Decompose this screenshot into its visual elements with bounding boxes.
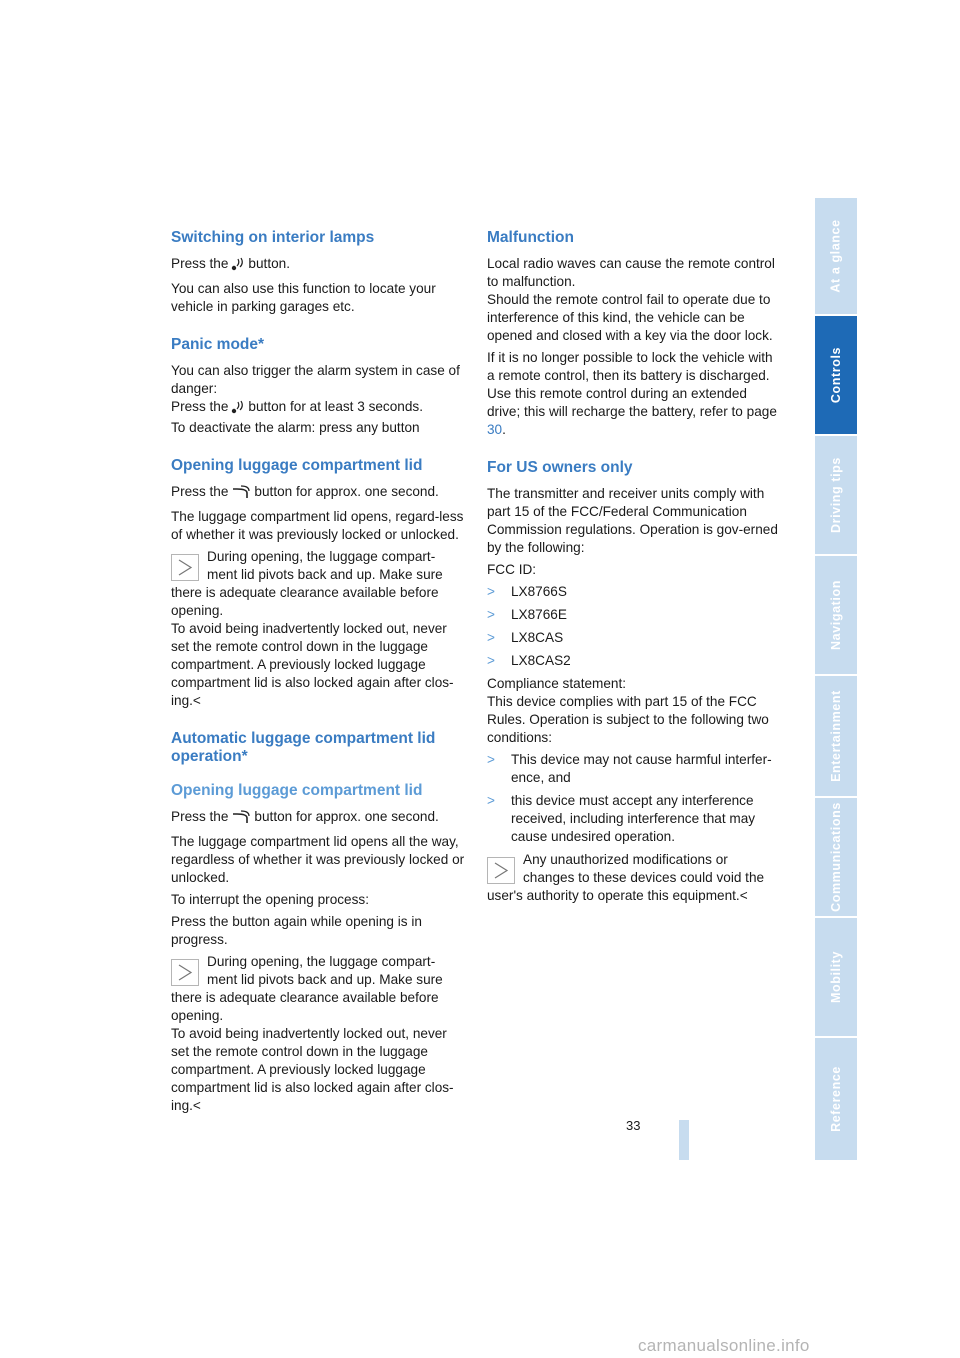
watermark: carmanualsonline.info — [638, 1336, 810, 1355]
text: button for approx. one second. — [254, 809, 439, 824]
tab-label: Mobility — [829, 950, 843, 1004]
trunk-button-icon — [231, 810, 251, 829]
tab-label: At a glance — [829, 219, 844, 293]
list-item — [487, 751, 781, 787]
note-text: Any unauthorized modifications or changes to these devices could void the user's authority to operate this equipment. — [487, 852, 765, 903]
heading-interior-lamps: Switching on interior lamps — [171, 229, 375, 246]
bullet: > — [487, 793, 495, 808]
paragraph: Press the button again while opening is in progress. — [171, 914, 422, 947]
tab-label: Entertainment — [829, 690, 843, 782]
tab-driving-tips[interactable] — [815, 436, 857, 554]
text: You can also trigger the alarm system in case of danger: — [171, 363, 460, 396]
end-mark: < — [192, 1098, 201, 1113]
caution-arrow-icon — [171, 959, 199, 986]
conditions-list — [487, 751, 781, 846]
right-column — [487, 229, 781, 909]
list-item — [487, 792, 781, 846]
paragraph: You can also use this function to locate your vehicle in parking garages etc. — [171, 281, 436, 314]
text: Press the — [171, 484, 229, 499]
text: LX8766S — [511, 584, 567, 599]
list-item — [487, 629, 781, 647]
bullet: > — [487, 607, 495, 622]
bullet: > — [487, 630, 495, 645]
bullet: > — [487, 653, 495, 668]
heading-automatic-luggage: Automatic luggage compartment lid operation* — [171, 730, 436, 765]
caution-note — [487, 851, 781, 905]
text: To deactivate the alarm: press any button — [171, 420, 420, 435]
tab-mobility[interactable] — [815, 918, 857, 1036]
note-text: During opening, the luggage compart-ment lid pivots back and up. Make sure there is adequate clearance available before opening. — [171, 549, 443, 618]
paragraph — [487, 675, 781, 747]
tab-reference[interactable] — [815, 1038, 857, 1160]
text: button for at least 3 seconds. — [248, 399, 423, 414]
paragraph — [171, 483, 465, 504]
caution-arrow-icon — [171, 554, 199, 581]
text: Should the remote control fail to operate due to interference of this kind, the vehicle can be opened and closed with a key via the door lock. — [487, 292, 773, 343]
tab-label: Driving tips — [829, 457, 843, 533]
heading-opening-luggage: Opening luggage compartment lid — [171, 457, 423, 474]
bullet: > — [487, 584, 495, 599]
panic-button-icon — [231, 400, 245, 419]
text: Press the — [171, 256, 229, 271]
heading-us-owners: For US owners only — [487, 459, 633, 476]
text: Press the — [171, 809, 229, 824]
text: If it is no longer possible to lock the vehicle with a remote control, then its battery is discharged. Use this remote control during an extended drive; this will recharge the battery, refer to page — [487, 350, 777, 419]
interior-lamp-button-icon — [231, 257, 245, 276]
note-text: During opening, the luggage compart-ment lid pivots back and up. Make sure there is adequate clearance available before opening. — [171, 954, 443, 1023]
trunk-button-icon — [231, 485, 251, 504]
text: . — [502, 422, 506, 437]
tab-entertainment[interactable] — [815, 676, 857, 796]
paragraph — [487, 349, 781, 439]
list-item — [487, 606, 781, 624]
paragraph: The luggage compartment lid opens all the way, regardless of whether it was previously locked or unlocked. — [171, 834, 465, 885]
left-column — [171, 229, 465, 1119]
list-item — [487, 652, 781, 670]
page-number: 33 — [626, 1118, 641, 1133]
bullet: > — [487, 752, 495, 767]
heading-malfunction: Malfunction — [487, 229, 574, 246]
caution-note — [171, 548, 465, 710]
caution-note — [171, 953, 465, 1115]
caution-arrow-icon — [487, 857, 515, 884]
fcc-id-list — [487, 583, 781, 670]
text: Compliance statement: — [487, 676, 627, 691]
text: LX8CAS2 — [511, 653, 571, 668]
paragraph: The transmitter and receiver units comply with part 15 of the FCC/Federal Communication Commission regulations. Operation is gov-erned by the following: — [487, 486, 778, 555]
paragraph — [487, 255, 781, 345]
text: button for approx. one second. — [254, 484, 439, 499]
note-text: To avoid being inadvertently locked out, never set the remote control down in the luggage compartment. A previously locked luggage compartment lid is also locked again after clos-ing. — [171, 1026, 454, 1113]
text: button. — [248, 256, 290, 271]
text: This device complies with part 15 of the FCC Rules. Operation is subject to the following two conditions: — [487, 694, 769, 745]
end-mark: < — [192, 693, 201, 708]
tab-communications[interactable] — [815, 798, 857, 916]
text: Press the — [171, 399, 229, 414]
page-link[interactable]: 30 — [487, 422, 503, 437]
heading-panic-mode: Panic mode* — [171, 336, 265, 353]
paragraph — [171, 808, 465, 829]
text: LX8766E — [511, 607, 567, 622]
text: this device must accept any interference received, including interference that may cause undesired operation. — [511, 793, 756, 844]
text: Local radio waves can cause the remote control to malfunction. — [487, 256, 775, 289]
tab-label: Controls — [829, 346, 843, 404]
paragraph: The luggage compartment lid opens, regard-less of whether it was previously locked or unlocked. — [171, 509, 464, 542]
note-text: To avoid being inadvertently locked out, never set the remote control down in the luggage compartment. A previously locked luggage compartment lid is also locked again after clos-ing. — [171, 621, 454, 708]
tab-controls[interactable] — [815, 316, 857, 434]
list-item — [487, 583, 781, 601]
paragraph: To interrupt the opening process: — [171, 892, 369, 907]
tab-navigation[interactable] — [815, 556, 857, 674]
tab-label: Communications — [829, 802, 843, 912]
text: This device may not cause harmful interfer-ence, and — [511, 752, 772, 785]
paragraph — [171, 362, 465, 437]
subheading-opening-luggage: Opening luggage compartment lid — [171, 782, 423, 799]
tab-at-a-glance[interactable] — [815, 198, 857, 314]
paragraph — [171, 255, 465, 276]
page-marker-bar — [679, 1120, 689, 1160]
paragraph: FCC ID: — [487, 562, 537, 577]
end-mark: < — [739, 888, 748, 903]
tab-label: Reference — [829, 1066, 844, 1132]
tab-label: Navigation — [829, 580, 843, 650]
text: LX8CAS — [511, 630, 564, 645]
